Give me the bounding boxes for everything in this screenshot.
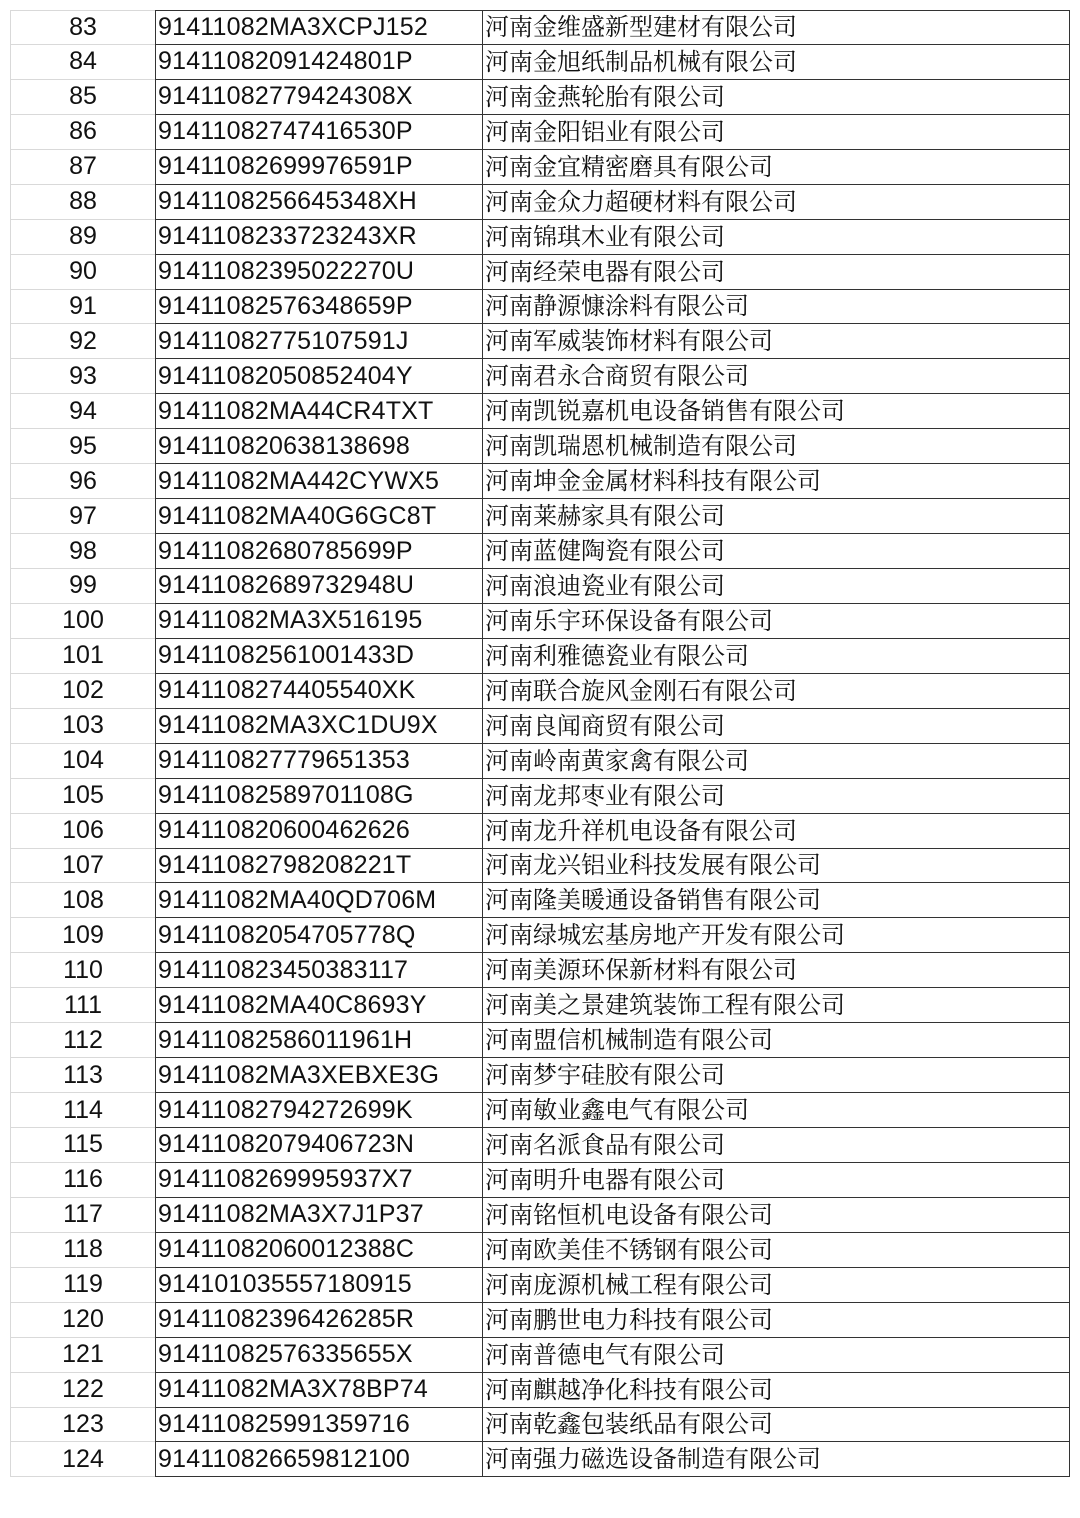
credit-code-cell: 91411082395022270U	[155, 255, 482, 290]
credit-code-cell: 91411082689732948U	[155, 569, 482, 604]
row-number-cell: 120	[10, 1303, 155, 1338]
company-name-cell: 河南良闻商贸有限公司	[482, 709, 1070, 744]
table-row	[10, 1128, 1070, 1163]
company-name-cell: 河南敏业鑫电气有限公司	[482, 1093, 1070, 1128]
table-row	[10, 324, 1070, 359]
table-row	[10, 918, 1070, 953]
table-row	[10, 744, 1070, 779]
row-number-cell: 94	[10, 394, 155, 429]
row-number-cell: 107	[10, 849, 155, 884]
credit-code-cell: 91411082054705778Q	[155, 918, 482, 953]
company-name-cell: 河南凯瑞恩机械制造有限公司	[482, 429, 1070, 464]
company-name-cell: 河南名派食品有限公司	[482, 1128, 1070, 1163]
row-number-cell: 123	[10, 1408, 155, 1443]
table-row	[10, 1303, 1070, 1338]
row-number-cell: 121	[10, 1338, 155, 1373]
row-number-cell: 104	[10, 744, 155, 779]
table-row	[10, 988, 1070, 1023]
company-name-cell: 河南盟信机械制造有限公司	[482, 1023, 1070, 1058]
company-name-cell: 河南金燕轮胎有限公司	[482, 80, 1070, 115]
credit-code-cell: 9141108274405540XK	[155, 674, 482, 709]
row-number-cell: 85	[10, 80, 155, 115]
row-number-cell: 106	[10, 814, 155, 849]
company-name-cell: 河南凯锐嘉机电设备销售有限公司	[482, 394, 1070, 429]
credit-code-cell: 91411082050852404Y	[155, 359, 482, 394]
company-name-cell: 河南强力磁选设备制造有限公司	[482, 1442, 1070, 1477]
row-number-cell: 112	[10, 1023, 155, 1058]
credit-code-cell: 91411082079406723N	[155, 1128, 482, 1163]
row-number-cell: 117	[10, 1198, 155, 1233]
company-name-cell: 河南金宜精密磨具有限公司	[482, 150, 1070, 185]
company-name-cell: 河南鹏世电力科技有限公司	[482, 1303, 1070, 1338]
company-name-cell: 河南龙兴铝业科技发展有限公司	[482, 849, 1070, 884]
table-row	[10, 953, 1070, 988]
credit-code-cell: 914110826659812100	[155, 1442, 482, 1477]
credit-code-cell: 91411082MA40C8693Y	[155, 988, 482, 1023]
table-row	[10, 220, 1070, 255]
table-row	[10, 1373, 1070, 1408]
credit-code-cell: 91411082747416530P	[155, 115, 482, 150]
credit-code-cell: 91411082680785699P	[155, 534, 482, 569]
table-row	[10, 1233, 1070, 1268]
company-name-cell: 河南锦琪木业有限公司	[482, 220, 1070, 255]
table-row	[10, 1023, 1070, 1058]
row-number-cell: 88	[10, 185, 155, 220]
credit-code-cell: 91411082586011961H	[155, 1023, 482, 1058]
row-number-cell: 103	[10, 709, 155, 744]
table-row	[10, 464, 1070, 499]
row-number-cell: 118	[10, 1233, 155, 1268]
credit-code-cell: 91411082794272699K	[155, 1093, 482, 1128]
credit-code-cell: 91411082MA44CR4TXT	[155, 394, 482, 429]
company-name-cell: 河南麒越净化科技有限公司	[482, 1373, 1070, 1408]
row-number-cell: 109	[10, 918, 155, 953]
credit-code-cell: 91411082MA3X78BP74	[155, 1373, 482, 1408]
company-name-cell: 河南金旭纸制品机械有限公司	[482, 45, 1070, 80]
row-number-cell: 105	[10, 779, 155, 814]
credit-code-cell: 914110823450383117	[155, 953, 482, 988]
company-name-cell: 河南绿城宏基房地产开发有限公司	[482, 918, 1070, 953]
credit-code-cell: 91411082060012388C	[155, 1233, 482, 1268]
company-name-cell: 河南军威装饰材料有限公司	[482, 324, 1070, 359]
row-number-cell: 84	[10, 45, 155, 80]
table-row	[10, 45, 1070, 80]
row-number-cell: 96	[10, 464, 155, 499]
row-number-cell: 110	[10, 953, 155, 988]
row-number-cell: 113	[10, 1058, 155, 1093]
table-row	[10, 604, 1070, 639]
company-name-cell: 河南龙邦枣业有限公司	[482, 779, 1070, 814]
company-name-cell: 河南金阳铝业有限公司	[482, 115, 1070, 150]
table-row	[10, 1163, 1070, 1198]
table-row	[10, 534, 1070, 569]
table-row	[10, 1198, 1070, 1233]
credit-code-cell: 91411082779424308X	[155, 80, 482, 115]
table-row	[10, 185, 1070, 220]
table-row	[10, 255, 1070, 290]
credit-code-cell: 91411082798208221T	[155, 849, 482, 884]
table-row	[10, 1093, 1070, 1128]
table-row	[10, 80, 1070, 115]
table-row	[10, 499, 1070, 534]
company-name-cell: 河南君永合商贸有限公司	[482, 359, 1070, 394]
row-number-cell: 116	[10, 1163, 155, 1198]
row-number-cell: 124	[10, 1442, 155, 1477]
company-name-cell: 河南美源环保新材料有限公司	[482, 953, 1070, 988]
table-row	[10, 115, 1070, 150]
credit-code-cell: 91411082576335655X	[155, 1338, 482, 1373]
row-number-cell: 91	[10, 290, 155, 325]
table-row	[10, 1442, 1070, 1477]
company-name-cell: 河南莱赫家具有限公司	[482, 499, 1070, 534]
company-name-cell: 河南庞源机械工程有限公司	[482, 1268, 1070, 1303]
company-name-cell: 河南普德电气有限公司	[482, 1338, 1070, 1373]
company-name-cell: 河南明升电器有限公司	[482, 1163, 1070, 1198]
table-row	[10, 10, 1070, 45]
company-name-cell: 河南美之景建筑装饰工程有限公司	[482, 988, 1070, 1023]
credit-code-cell: 914110820600462626	[155, 814, 482, 849]
table-row	[10, 674, 1070, 709]
table-row	[10, 849, 1070, 884]
row-number-cell: 95	[10, 429, 155, 464]
credit-code-cell: 91411082091424801P	[155, 45, 482, 80]
table-row	[10, 359, 1070, 394]
credit-code-cell: 91411082396426285R	[155, 1303, 482, 1338]
credit-code-cell: 914110820638138698	[155, 429, 482, 464]
row-number-cell: 115	[10, 1128, 155, 1163]
row-number-cell: 93	[10, 359, 155, 394]
row-number-cell: 101	[10, 639, 155, 674]
table-row	[10, 639, 1070, 674]
credit-code-cell: 9141108256645348XH	[155, 185, 482, 220]
table-row	[10, 150, 1070, 185]
row-number-cell: 119	[10, 1268, 155, 1303]
company-name-cell: 河南乐宇环保设备有限公司	[482, 604, 1070, 639]
row-number-cell: 100	[10, 604, 155, 639]
credit-code-cell: 91411082699976591P	[155, 150, 482, 185]
credit-code-cell: 914110827779651353	[155, 744, 482, 779]
company-list-table	[10, 10, 1070, 1477]
row-number-cell: 87	[10, 150, 155, 185]
row-number-cell: 102	[10, 674, 155, 709]
table-row	[10, 883, 1070, 918]
credit-code-cell: 914110825991359716	[155, 1408, 482, 1443]
credit-code-cell: 91411082MA3XC1DU9X	[155, 709, 482, 744]
credit-code-cell: 91411082MA3XEBXE3G	[155, 1058, 482, 1093]
credit-code-cell: 91411082775107591J	[155, 324, 482, 359]
row-number-cell: 97	[10, 499, 155, 534]
company-name-cell: 河南梦宇硅胶有限公司	[482, 1058, 1070, 1093]
credit-code-cell: 914101035557180915	[155, 1268, 482, 1303]
table-row	[10, 814, 1070, 849]
company-name-cell: 河南岭南黄家禽有限公司	[482, 744, 1070, 779]
company-name-cell: 河南坤金金属材料科技有限公司	[482, 464, 1070, 499]
credit-code-cell: 91411082MA40G6GC8T	[155, 499, 482, 534]
row-number-cell: 111	[10, 988, 155, 1023]
company-name-cell: 河南金维盛新型建材有限公司	[482, 10, 1070, 45]
row-number-cell: 122	[10, 1373, 155, 1408]
company-name-cell: 河南隆美暖通设备销售有限公司	[482, 883, 1070, 918]
table-row	[10, 1058, 1070, 1093]
company-name-cell: 河南浪迪瓷业有限公司	[482, 569, 1070, 604]
company-name-cell: 河南静源慷涂料有限公司	[482, 290, 1070, 325]
row-number-cell: 92	[10, 324, 155, 359]
credit-code-cell: 91411082576348659P	[155, 290, 482, 325]
company-name-cell: 河南利雅德瓷业有限公司	[482, 639, 1070, 674]
credit-code-cell: 91411082MA3X7J1P37	[155, 1198, 482, 1233]
company-name-cell: 河南欧美佳不锈钢有限公司	[482, 1233, 1070, 1268]
company-name-cell: 河南乾鑫包装纸品有限公司	[482, 1408, 1070, 1443]
table-row	[10, 779, 1070, 814]
credit-code-cell: 91411082MA442CYWX5	[155, 464, 482, 499]
table-row	[10, 569, 1070, 604]
table-row	[10, 1338, 1070, 1373]
row-number-cell: 90	[10, 255, 155, 290]
company-name-cell: 河南金众力超硬材料有限公司	[482, 185, 1070, 220]
table-row	[10, 290, 1070, 325]
row-number-cell: 114	[10, 1093, 155, 1128]
credit-code-cell: 9141108233723243XR	[155, 220, 482, 255]
company-name-cell: 河南铭恒机电设备有限公司	[482, 1198, 1070, 1233]
credit-code-cell: 91411082MA3XCPJ152	[155, 10, 482, 45]
table-row	[10, 1268, 1070, 1303]
credit-code-cell: 91411082MA3X516195	[155, 604, 482, 639]
row-number-cell: 83	[10, 10, 155, 45]
company-name-cell: 河南龙升祥机电设备有限公司	[482, 814, 1070, 849]
row-number-cell: 99	[10, 569, 155, 604]
table-row	[10, 394, 1070, 429]
row-number-cell: 108	[10, 883, 155, 918]
company-name-cell: 河南蓝健陶瓷有限公司	[482, 534, 1070, 569]
table-row	[10, 429, 1070, 464]
row-number-cell: 89	[10, 220, 155, 255]
credit-code-cell: 91411082589701108G	[155, 779, 482, 814]
row-number-cell: 86	[10, 115, 155, 150]
table-row	[10, 709, 1070, 744]
company-name-cell: 河南经荣电器有限公司	[482, 255, 1070, 290]
row-number-cell: 98	[10, 534, 155, 569]
credit-code-cell: 9141108269995937X7	[155, 1163, 482, 1198]
table-row	[10, 1408, 1070, 1443]
company-name-cell: 河南联合旋风金刚石有限公司	[482, 674, 1070, 709]
credit-code-cell: 91411082561001433D	[155, 639, 482, 674]
credit-code-cell: 91411082MA40QD706M	[155, 883, 482, 918]
